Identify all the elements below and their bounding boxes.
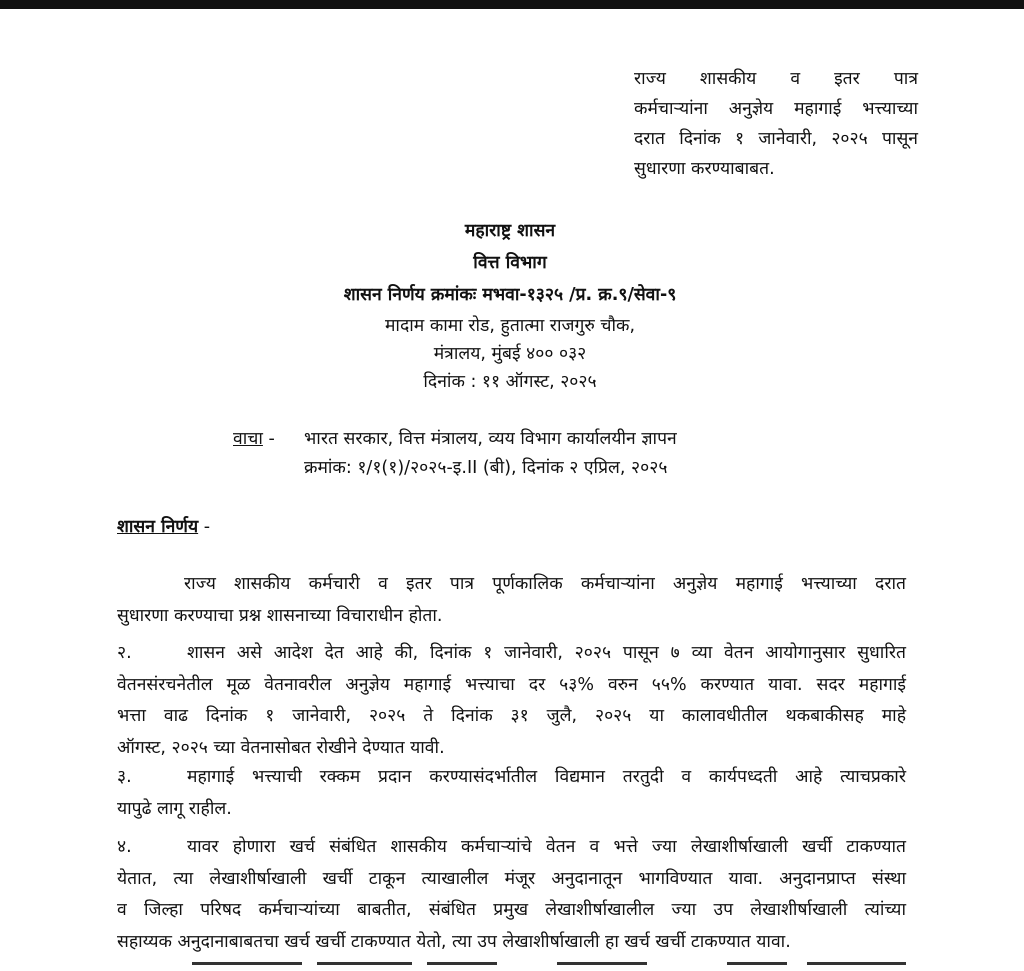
paragraph-line (117, 832, 906, 864)
gr-number: शासन निर्णय क्रमांकः मभवा-१३२५ /प्र. क्र.९/सेवा-९ (343, 285, 677, 305)
subject-line: सुधारणा करण्याबाबत. (634, 159, 775, 179)
reference-line-2: क्रमांक: १/१(१)/२०२५-इ.II (बी), दिनांक २ एप्रिल, २०२५ (304, 458, 668, 478)
paragraph-line: भत्ता वाढ दिनांक १ जानेवारी, २०२५ ते दिनांक ३१ जुलै, २०२५ या कालावधीतील थकबाकीसह माहे (117, 706, 906, 726)
paragraph-line: येतात, त्या लेखाशीर्षाखाली खर्ची टाकून त्याखालील मंजूर अनुदानातून भागविण्यात यावा. अनुदानप्राप्त संस्था (117, 868, 906, 889)
department-name: वित्त विभाग (473, 253, 547, 273)
paragraph-text: राज्य शासकीय कर्मचारी व इतर पात्र पूर्णकालिक कर्मचाऱ्यांना अनुज्ञेय महागाई भत्त्याच्या दरात (184, 574, 906, 594)
reference-label: वाचा (233, 429, 263, 449)
reference-dash: - (268, 429, 275, 449)
reference-line-1: भारत सरकार, वित्त मंत्रालय, व्यय विभाग कार्यालयीन ज्ञापन (304, 429, 677, 449)
paragraph-1 (117, 569, 906, 632)
paragraph-line (117, 638, 906, 670)
paragraph-text: यावर होणारा खर्च संबंधित शासकीय कर्मचाऱ्यांचे वेतन व भत्ते ज्या लेखाशीर्षाखाली खर्ची टाकण्यात (187, 837, 906, 857)
decision-heading-label: शासन निर्णय (117, 517, 199, 537)
decision-heading-dash: - (203, 517, 211, 537)
paragraph-3 (117, 762, 906, 825)
document-date: दिनांक : ११ ऑगस्ट, २०२५ (423, 372, 597, 392)
subject-block (634, 64, 918, 184)
address-line-2: मंत्रालय, मुंबई ४०० ०३२ (433, 344, 587, 364)
paragraph-line: ऑगस्ट, २०२५ च्या वेतनासोबत रोखीने देण्यात यावी. (117, 737, 445, 758)
address-line-1: मादाम कामा रोड, हुतात्मा राजगुरु चौक, (384, 316, 636, 336)
government-name: महाराष्ट्र शासन (464, 221, 556, 241)
paragraph-number: ३. (117, 767, 132, 787)
paragraph-line: व जिल्हा परिषद कर्मचाऱ्यांच्या बाबतीत, संबंधित प्रमुख लेखाशीर्षाखालील ज्या उप लेखाशीर्षाखाली त्यांच्या (117, 900, 906, 920)
paragraph-text: शासन असे आदेश देत आहे की, दिनांक १ जानेवारी, २०२५ पासून ७ व्या वेतन आयोगानुसार सुधारित (187, 643, 906, 663)
reference-label-group (233, 426, 275, 450)
paragraph-line (117, 569, 906, 601)
top-edge-bar (0, 0, 1024, 9)
cutoff-text-line (117, 958, 906, 971)
decision-heading (117, 514, 210, 538)
paragraph-2 (117, 638, 906, 764)
paragraph-line: सुधारणा करण्याचा प्रश्न शासनाच्या विचाराधीन होता. (117, 605, 443, 626)
paragraph-text: महागाई भत्त्याची रक्कम प्रदान करण्यासंदर्भातील विद्यमान तरतुदी व कार्यपध्दती आहे त्याचप्रकारे (187, 767, 906, 787)
subject-line: कर्मचाऱ्यांना अनुज्ञेय महागाई भत्त्याच्या (634, 99, 918, 119)
paragraph-number: २. (117, 643, 132, 663)
paragraph-4 (117, 832, 906, 958)
paragraph-line (117, 762, 906, 794)
subject-line: दरात दिनांक १ जानेवारी, २०२५ पासून (634, 129, 918, 149)
paragraph-line: वेतनसंरचनेतील मूळ वेतनावरील अनुज्ञेय महागाई भत्त्याचा दर ५३% वरुन ५५% करण्यात यावा. सदर महागाई (117, 674, 906, 695)
subject-line: राज्य शासकीय व इतर पात्र (634, 69, 918, 89)
paragraph-number: ४. (117, 837, 132, 857)
paragraph-line: सहाय्यक अनुदानाबाबतचा खर्च खर्ची टाकण्यात येतो, त्या उप लेखाशीर्षाखाली हा खर्च खर्ची टाकण्यात यावा. (117, 931, 791, 952)
paragraph-line: यापुढे लागू राहील. (117, 798, 232, 819)
